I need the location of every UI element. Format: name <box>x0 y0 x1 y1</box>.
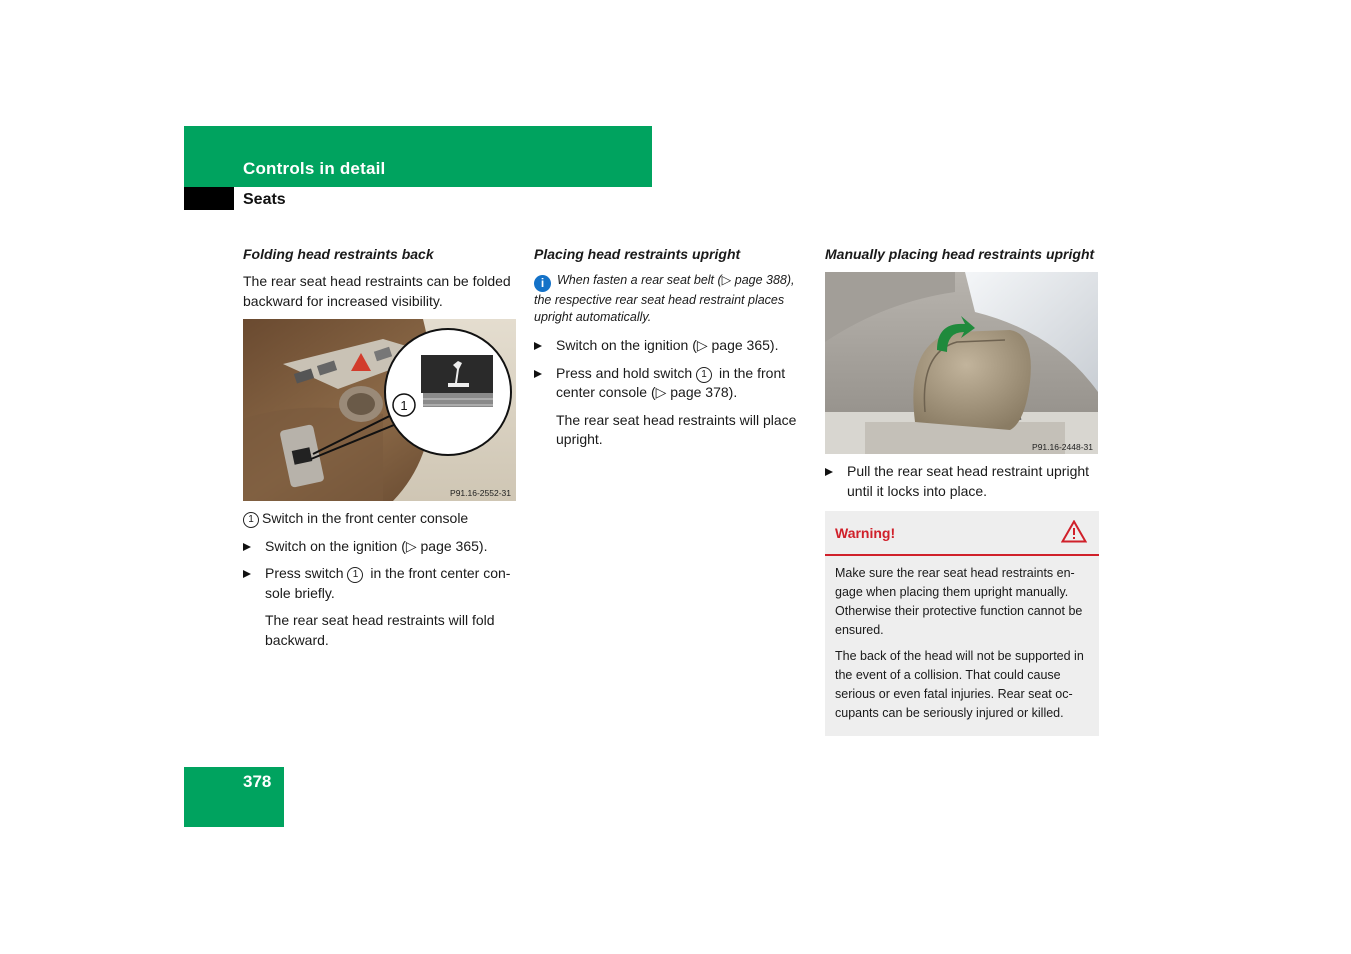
heading-folding-back: Folding head restraints back <box>243 246 434 262</box>
step-text: Switch on the ignition (▷ page 365). <box>265 537 488 554</box>
switch-number: 1 <box>696 367 712 383</box>
info-icon: i <box>534 275 551 292</box>
bullet-arrow-icon <box>534 370 542 378</box>
legend-text: Switch in the front center console <box>262 510 469 526</box>
bullet-arrow-icon <box>825 468 833 476</box>
section-title: Controls in detail <box>243 159 386 178</box>
step-text: Press switch <box>265 565 348 581</box>
step-text: Press and hold switch <box>556 364 697 381</box>
column-manual-upright <box>825 245 1099 736</box>
column-placing-upright <box>534 245 808 458</box>
step-text: Switch on the ignition (▷ page 365). <box>556 337 779 354</box>
bullet-arrow-icon <box>534 342 542 350</box>
warning-paragraph: Make sure the rear seat head restraints en-gage when placing them upright manually. Otherwise their protective function cannot be ensured. <box>835 566 1083 637</box>
step-text: in the front center con-sole briefly. <box>265 565 511 601</box>
head-restraint-figure <box>825 272 1098 454</box>
switch-number: 1 <box>347 567 363 583</box>
step-text: Pull the rear seat head restraint upright until it locks into place. <box>847 463 1090 499</box>
section-marker <box>184 187 234 210</box>
figure-code: P91.16-2448-31 <box>1032 442 1093 452</box>
figure-legend <box>243 509 517 529</box>
column-folding-back <box>243 245 517 658</box>
heading-manual-upright: Manually placing head restraints upright <box>825 246 1095 262</box>
warning-body <box>825 556 1099 736</box>
warning-title: Warning! <box>835 525 896 541</box>
legend-number: 1 <box>243 512 259 528</box>
step-press-switch <box>243 564 517 603</box>
heading-placing-upright: Placing head restraints upright <box>534 246 741 262</box>
center-console-figure <box>243 319 516 501</box>
warning-triangle-icon <box>1061 520 1087 543</box>
step-pull-upright <box>825 462 1099 501</box>
warning-box <box>825 511 1099 736</box>
step-text: in the front center console (▷ page 378). <box>556 364 786 401</box>
figure-code: P91.16-2552-31 <box>450 488 511 498</box>
intro-text: The rear seat head restraints can be folded backward for increased visibility. <box>243 273 511 309</box>
page-number: 378 <box>243 772 272 791</box>
warning-paragraph: The back of the head will not be supported in the event of a collision. That could cause serious or even fatal injuries. Rear seat oc-cupants can be seriously injured or killed. <box>835 649 1084 720</box>
subsection-title: Seats <box>243 191 286 208</box>
step-press-hold-switch <box>534 364 808 403</box>
bullet-arrow-icon <box>243 543 251 551</box>
info-note <box>534 272 808 326</box>
step-ignition <box>243 537 517 557</box>
callout-1: 1 <box>400 398 408 413</box>
warning-header <box>825 511 1099 556</box>
step-ignition <box>534 336 808 356</box>
bullet-arrow-icon <box>243 570 251 578</box>
result-text: The rear seat head restraints will place upright. <box>556 411 797 448</box>
note-text: When fasten a rear seat belt (▷ page 388), the respective rear seat head restraint places upright automatically. <box>534 273 795 325</box>
result-text: The rear seat head restraints will fold backward. <box>265 612 495 648</box>
